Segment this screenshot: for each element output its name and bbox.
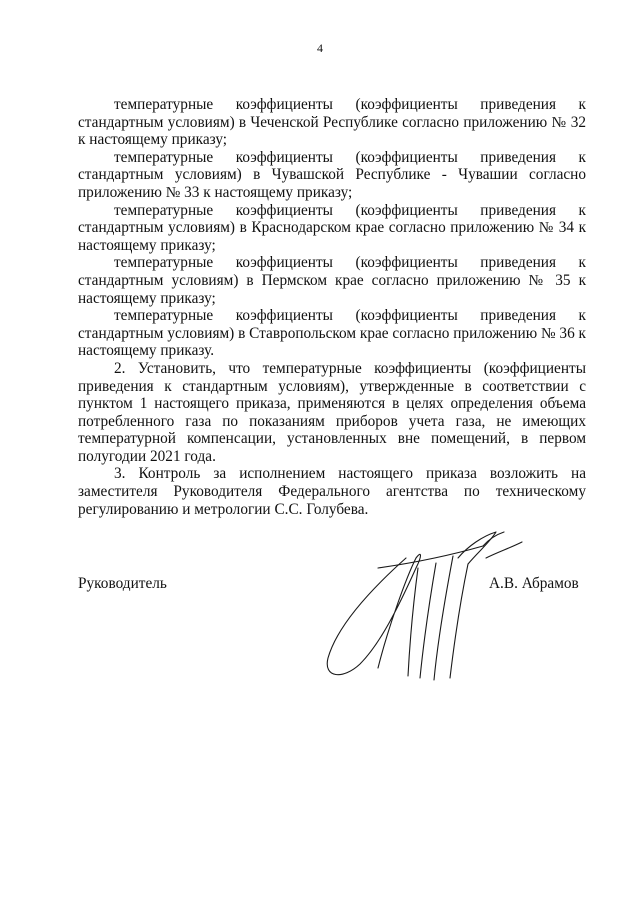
paragraph-perm-krai: температурные коэффициенты (коэффициенты приведения к стандартным условиям) в Пермском крае согласно приложению № 35 к настоящему приказу;	[78, 254, 586, 307]
paragraph-stavropol-krai: температурные коэффициенты (коэффициенты приведения к стандартным условиям) в Ставропольском крае согласно приложению № 36 к настоящему приказу.	[78, 307, 586, 360]
signatory-name: А.В. Абрамов	[489, 575, 579, 592]
paragraph-krasnodar-krai: температурные коэффициенты (коэффициенты приведения к стандартным условиям) в Краснодарском крае согласно приложению № 34 к настоящему приказу;	[78, 201, 586, 254]
page-number: 4	[317, 41, 323, 55]
paragraph-item-3: 3. Контроль за исполнением настоящего приказа возложить на заместителя Руководителя Федерального агентства по техническому регулированию и метрологии С.С. Голубева.	[78, 465, 586, 518]
paragraph-chuvash-republic: температурные коэффициенты (коэффициенты приведения к стандартным условиям) в Чувашской Республике - Чувашии согласно приложению № 33 к настоящему приказу;	[78, 148, 586, 201]
document-body	[78, 96, 586, 518]
paragraph-item-2: 2. Установить, что температурные коэффициенты (коэффициенты приведения к стандартным условиям), утвержденные в соответствии с пунктом 1 настоящего приказа, применяются в целях определения объема потребленного газа по показаниям приборов учета газа, не имеющих температурной компенсации, установленных вне помещений, в первом полугодии 2021 года.	[78, 359, 586, 465]
signatory-role: Руководитель	[78, 575, 167, 592]
paragraph-chechen-republic: температурные коэффициенты (коэффициенты приведения к стандартным условиям) в Чеченской Республике согласно приложению № 32 к настоящему приказу;	[78, 96, 586, 149]
handwritten-signature	[318, 528, 528, 688]
